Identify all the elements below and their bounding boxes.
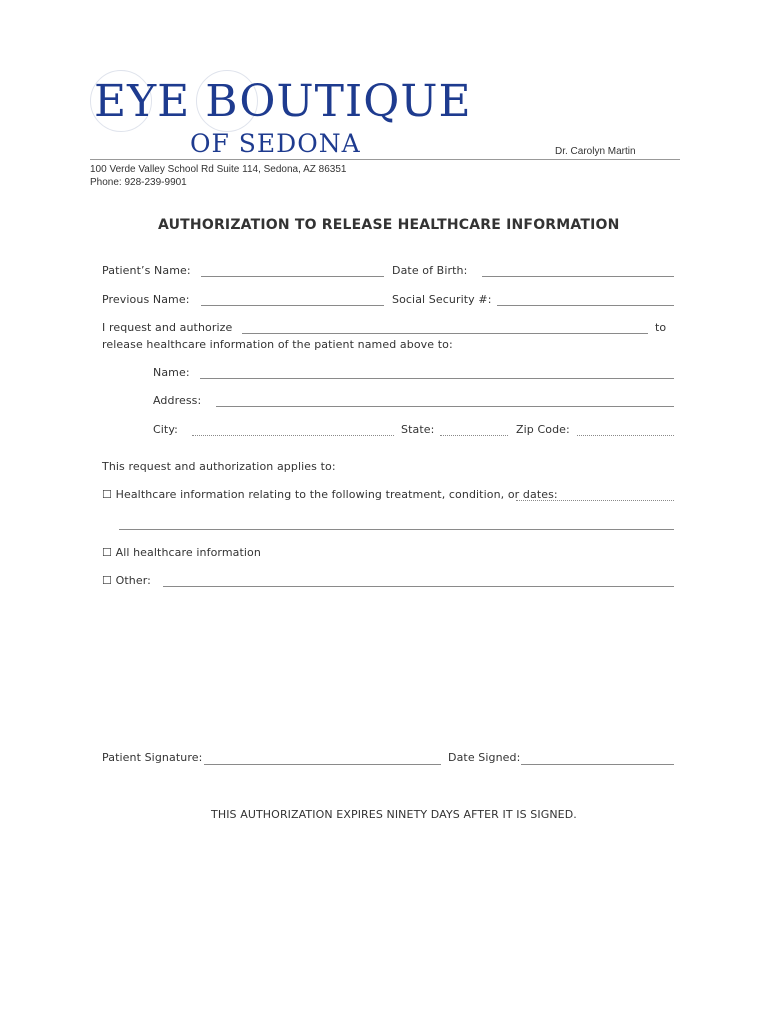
- release-text: release healthcare information of the patient named above to:: [102, 338, 453, 351]
- date-signed-label: Date Signed:: [448, 751, 521, 764]
- recipient-name-field[interactable]: [200, 378, 674, 379]
- clinic-phone: Phone: 928-239-9901: [90, 177, 187, 188]
- clinic-address: 100 Verde Valley School Rd Suite 114, Sedona, AZ 86351: [90, 164, 347, 175]
- signature-label: Patient Signature:: [102, 751, 203, 764]
- previous-name-field[interactable]: [201, 305, 384, 306]
- treatment-field[interactable]: [516, 500, 674, 501]
- recipient-city-label: City:: [153, 423, 178, 436]
- request-label: I request and authorize: [102, 321, 233, 334]
- treatment-option-label: Healthcare information relating to the following treatment, condition, or dates:: [115, 488, 558, 501]
- all-healthcare-label: All healthcare information: [115, 546, 261, 559]
- dob-field[interactable]: [482, 276, 674, 277]
- previous-name-label: Previous Name:: [102, 293, 190, 306]
- checkbox-icon[interactable]: ☐: [102, 546, 112, 559]
- recipient-name-label: Name:: [153, 366, 190, 379]
- logo-title: EYE BOUTIQUE: [94, 76, 472, 127]
- treatment-option[interactable]: [102, 488, 558, 501]
- other-option[interactable]: [102, 574, 151, 587]
- date-signed-field[interactable]: [521, 764, 674, 765]
- treatment-field-continued[interactable]: [119, 529, 674, 530]
- ssn-label: Social Security #:: [392, 293, 492, 306]
- other-field[interactable]: [163, 586, 674, 587]
- recipient-city-field[interactable]: [192, 435, 394, 436]
- recipient-zip-field[interactable]: [577, 435, 674, 436]
- header-divider: [90, 159, 680, 160]
- all-healthcare-option[interactable]: [102, 546, 261, 559]
- recipient-address-label: Address:: [153, 394, 202, 407]
- to-label: to: [655, 321, 667, 334]
- checkbox-icon[interactable]: ☐: [102, 574, 112, 587]
- checkbox-icon[interactable]: ☐: [102, 488, 112, 501]
- expiration-note: THIS AUTHORIZATION EXPIRES NINETY DAYS AFTER IT IS SIGNED.: [211, 808, 577, 821]
- doctor-name: Dr. Carolyn Martin: [555, 146, 636, 157]
- patient-name-field[interactable]: [201, 276, 384, 277]
- patient-name-label: Patient’s Name:: [102, 264, 191, 277]
- form-title: AUTHORIZATION TO RELEASE HEALTHCARE INFORMATION: [158, 217, 620, 233]
- recipient-state-label: State:: [401, 423, 435, 436]
- signature-field[interactable]: [204, 764, 441, 765]
- logo-subtitle: OF SEDONA: [190, 129, 361, 158]
- dob-label: Date of Birth:: [392, 264, 468, 277]
- other-option-label: Other:: [115, 574, 151, 587]
- ssn-field[interactable]: [497, 305, 674, 306]
- recipient-state-field[interactable]: [440, 435, 508, 436]
- authorized-party-field[interactable]: [242, 333, 648, 334]
- applies-to-label: This request and authorization applies to:: [102, 460, 336, 473]
- recipient-zip-label: Zip Code:: [516, 423, 570, 436]
- recipient-address-field[interactable]: [216, 406, 674, 407]
